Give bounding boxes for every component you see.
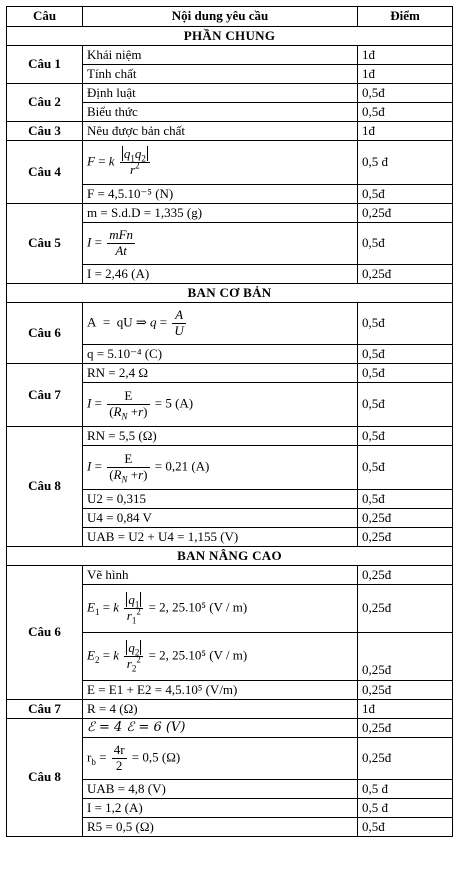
formula-field-e2: $E_2 = k$ $\frac{q_2}{r_2^2}$ = 2, 25.10⁵ (V / m): [83, 633, 358, 681]
table-row: [7, 719, 453, 738]
points-cell: 0,25đ: [358, 633, 453, 681]
content-cell: U2 = 0,315: [83, 490, 358, 509]
points-cell: 0,5đ: [358, 103, 453, 122]
points-cell: 0,5đ: [358, 84, 453, 103]
points-cell: 0,25đ: [358, 585, 453, 633]
formula-internal-resistance: $r_b$ = $\frac{4r}{2}$ = 0,5 (Ω): [83, 738, 358, 780]
formula-ohm-circuit: I = $\frac{E}{(R_N +r)}$ = 5 (A): [83, 383, 358, 427]
question-label: Câu 8: [7, 427, 83, 547]
formula-ohm-circuit: I = $\frac{E}{(R_N +r)}$ = 0,21 (A): [83, 446, 358, 490]
points-cell: 0,5đ: [358, 818, 453, 837]
content-cell: UAB = U2 + U4 = 1,155 (V): [83, 528, 358, 547]
question-label: Câu 4: [7, 141, 83, 204]
points-cell: 0,25đ: [358, 204, 453, 223]
points-cell: 0,25đ: [358, 265, 453, 284]
content-cell: Tính chất: [83, 65, 358, 84]
content-cell: R5 = 0,5 (Ω): [83, 818, 358, 837]
answer-key-table: [6, 6, 453, 837]
header-question: Câu: [7, 7, 83, 27]
content-cell: Vẽ hình: [83, 566, 358, 585]
content-cell: Biểu thức: [83, 103, 358, 122]
points-cell: 1đ: [358, 700, 453, 719]
table-row: [7, 122, 453, 141]
question-label: Câu 6: [7, 303, 83, 364]
points-cell: 0,5đ: [358, 185, 453, 204]
table-row: [7, 46, 453, 65]
formula-faraday: I = $\frac{\text{mFn}}{At}$: [83, 223, 358, 265]
question-label: Câu 6: [7, 566, 83, 700]
question-label: Câu 7: [7, 700, 83, 719]
points-cell: 1đ: [358, 122, 453, 141]
content-cell: Khái niệm: [83, 46, 358, 65]
table-row: [7, 204, 453, 223]
formula-result: = 2, 25.10⁵ (V / m): [148, 599, 248, 615]
question-label: Câu 2: [7, 84, 83, 122]
table-row: [7, 303, 453, 345]
points-cell: 1đ: [358, 65, 453, 84]
formula-coulomb: F = k $\frac{q_1q_2}{r^2}$: [83, 141, 358, 185]
section-common: PHẦN CHUNG: [7, 27, 453, 46]
content-cell: I = 1,2 (A): [83, 799, 358, 818]
formula-result: = 2, 25.10⁵ (V / m): [148, 647, 248, 663]
points-cell: 0,5đ: [358, 303, 453, 345]
content-cell: UAB = 4,8 (V): [83, 780, 358, 799]
points-cell: 0,25đ: [358, 738, 453, 780]
points-cell: 0,25đ: [358, 566, 453, 585]
content-cell: m = S.d.D = 1,335 (g): [83, 204, 358, 223]
content-cell: I = 2,46 (A): [83, 265, 358, 284]
points-cell: 0,25đ: [358, 528, 453, 547]
header-row: [7, 7, 453, 27]
question-label: Câu 1: [7, 46, 83, 84]
question-label: Câu 5: [7, 204, 83, 284]
points-cell: 0,5đ: [358, 446, 453, 490]
points-cell: 0,25đ: [358, 509, 453, 528]
points-cell: 0,5đ: [358, 427, 453, 446]
points-cell: 0,5đ: [358, 383, 453, 427]
points-cell: 0,25đ: [358, 681, 453, 700]
formula-result: = 0,5 (Ω): [131, 749, 181, 765]
points-cell: 0,25đ: [358, 719, 453, 738]
table-row: [7, 364, 453, 383]
content-cell: RN = 5,5 (Ω): [83, 427, 358, 446]
content-cell: Định luật: [83, 84, 358, 103]
table-row: [7, 427, 453, 446]
content-cell: q = 5.10⁻⁴ (C): [83, 345, 358, 364]
section-advanced: BAN NÂNG CAO: [7, 547, 453, 566]
content-cell: ℰ = 4 ℰ = 6 (V): [83, 719, 358, 738]
points-cell: 0,5đ: [358, 490, 453, 509]
content-cell: RN = 2,4 Ω: [83, 364, 358, 383]
table-row: [7, 141, 453, 185]
points-cell: 0,5 đ: [358, 799, 453, 818]
content-cell: E = E1 + E2 = 4,5.10⁵ (V/m): [83, 681, 358, 700]
formula-field-e1: $E_1 = k$ $\frac{q_1}{r_1^2}$ = 2, 25.10⁵ (V / m): [83, 585, 358, 633]
header-points: Điểm: [358, 7, 453, 27]
points-cell: 0,5 đ: [358, 141, 453, 185]
table-row: [7, 700, 453, 719]
question-label: Câu 8: [7, 719, 83, 837]
content-cell: Nêu được bản chất: [83, 122, 358, 141]
header-content: Nội dung yêu cầu: [83, 7, 358, 27]
table-row: [7, 566, 453, 585]
section-basic: BAN CƠ BẢN: [7, 284, 453, 303]
formula-result: = 0,21 (A): [154, 458, 210, 474]
points-cell: 0,5đ: [358, 364, 453, 383]
question-label: Câu 3: [7, 122, 83, 141]
formula-work: A = qU ⇒ q = $\frac{A}{U}$: [83, 303, 358, 345]
content-cell: R = 4 (Ω): [83, 700, 358, 719]
points-cell: 0,5đ: [358, 345, 453, 364]
table-row: [7, 84, 453, 103]
content-cell: F = 4,5.10⁻⁵ (N): [83, 185, 358, 204]
points-cell: 1đ: [358, 46, 453, 65]
question-label: Câu 7: [7, 364, 83, 427]
content-cell: U4 = 0,84 V: [83, 509, 358, 528]
formula-result: = 5 (A): [154, 395, 194, 411]
points-cell: 0,5 đ: [358, 780, 453, 799]
points-cell: 0,5đ: [358, 223, 453, 265]
